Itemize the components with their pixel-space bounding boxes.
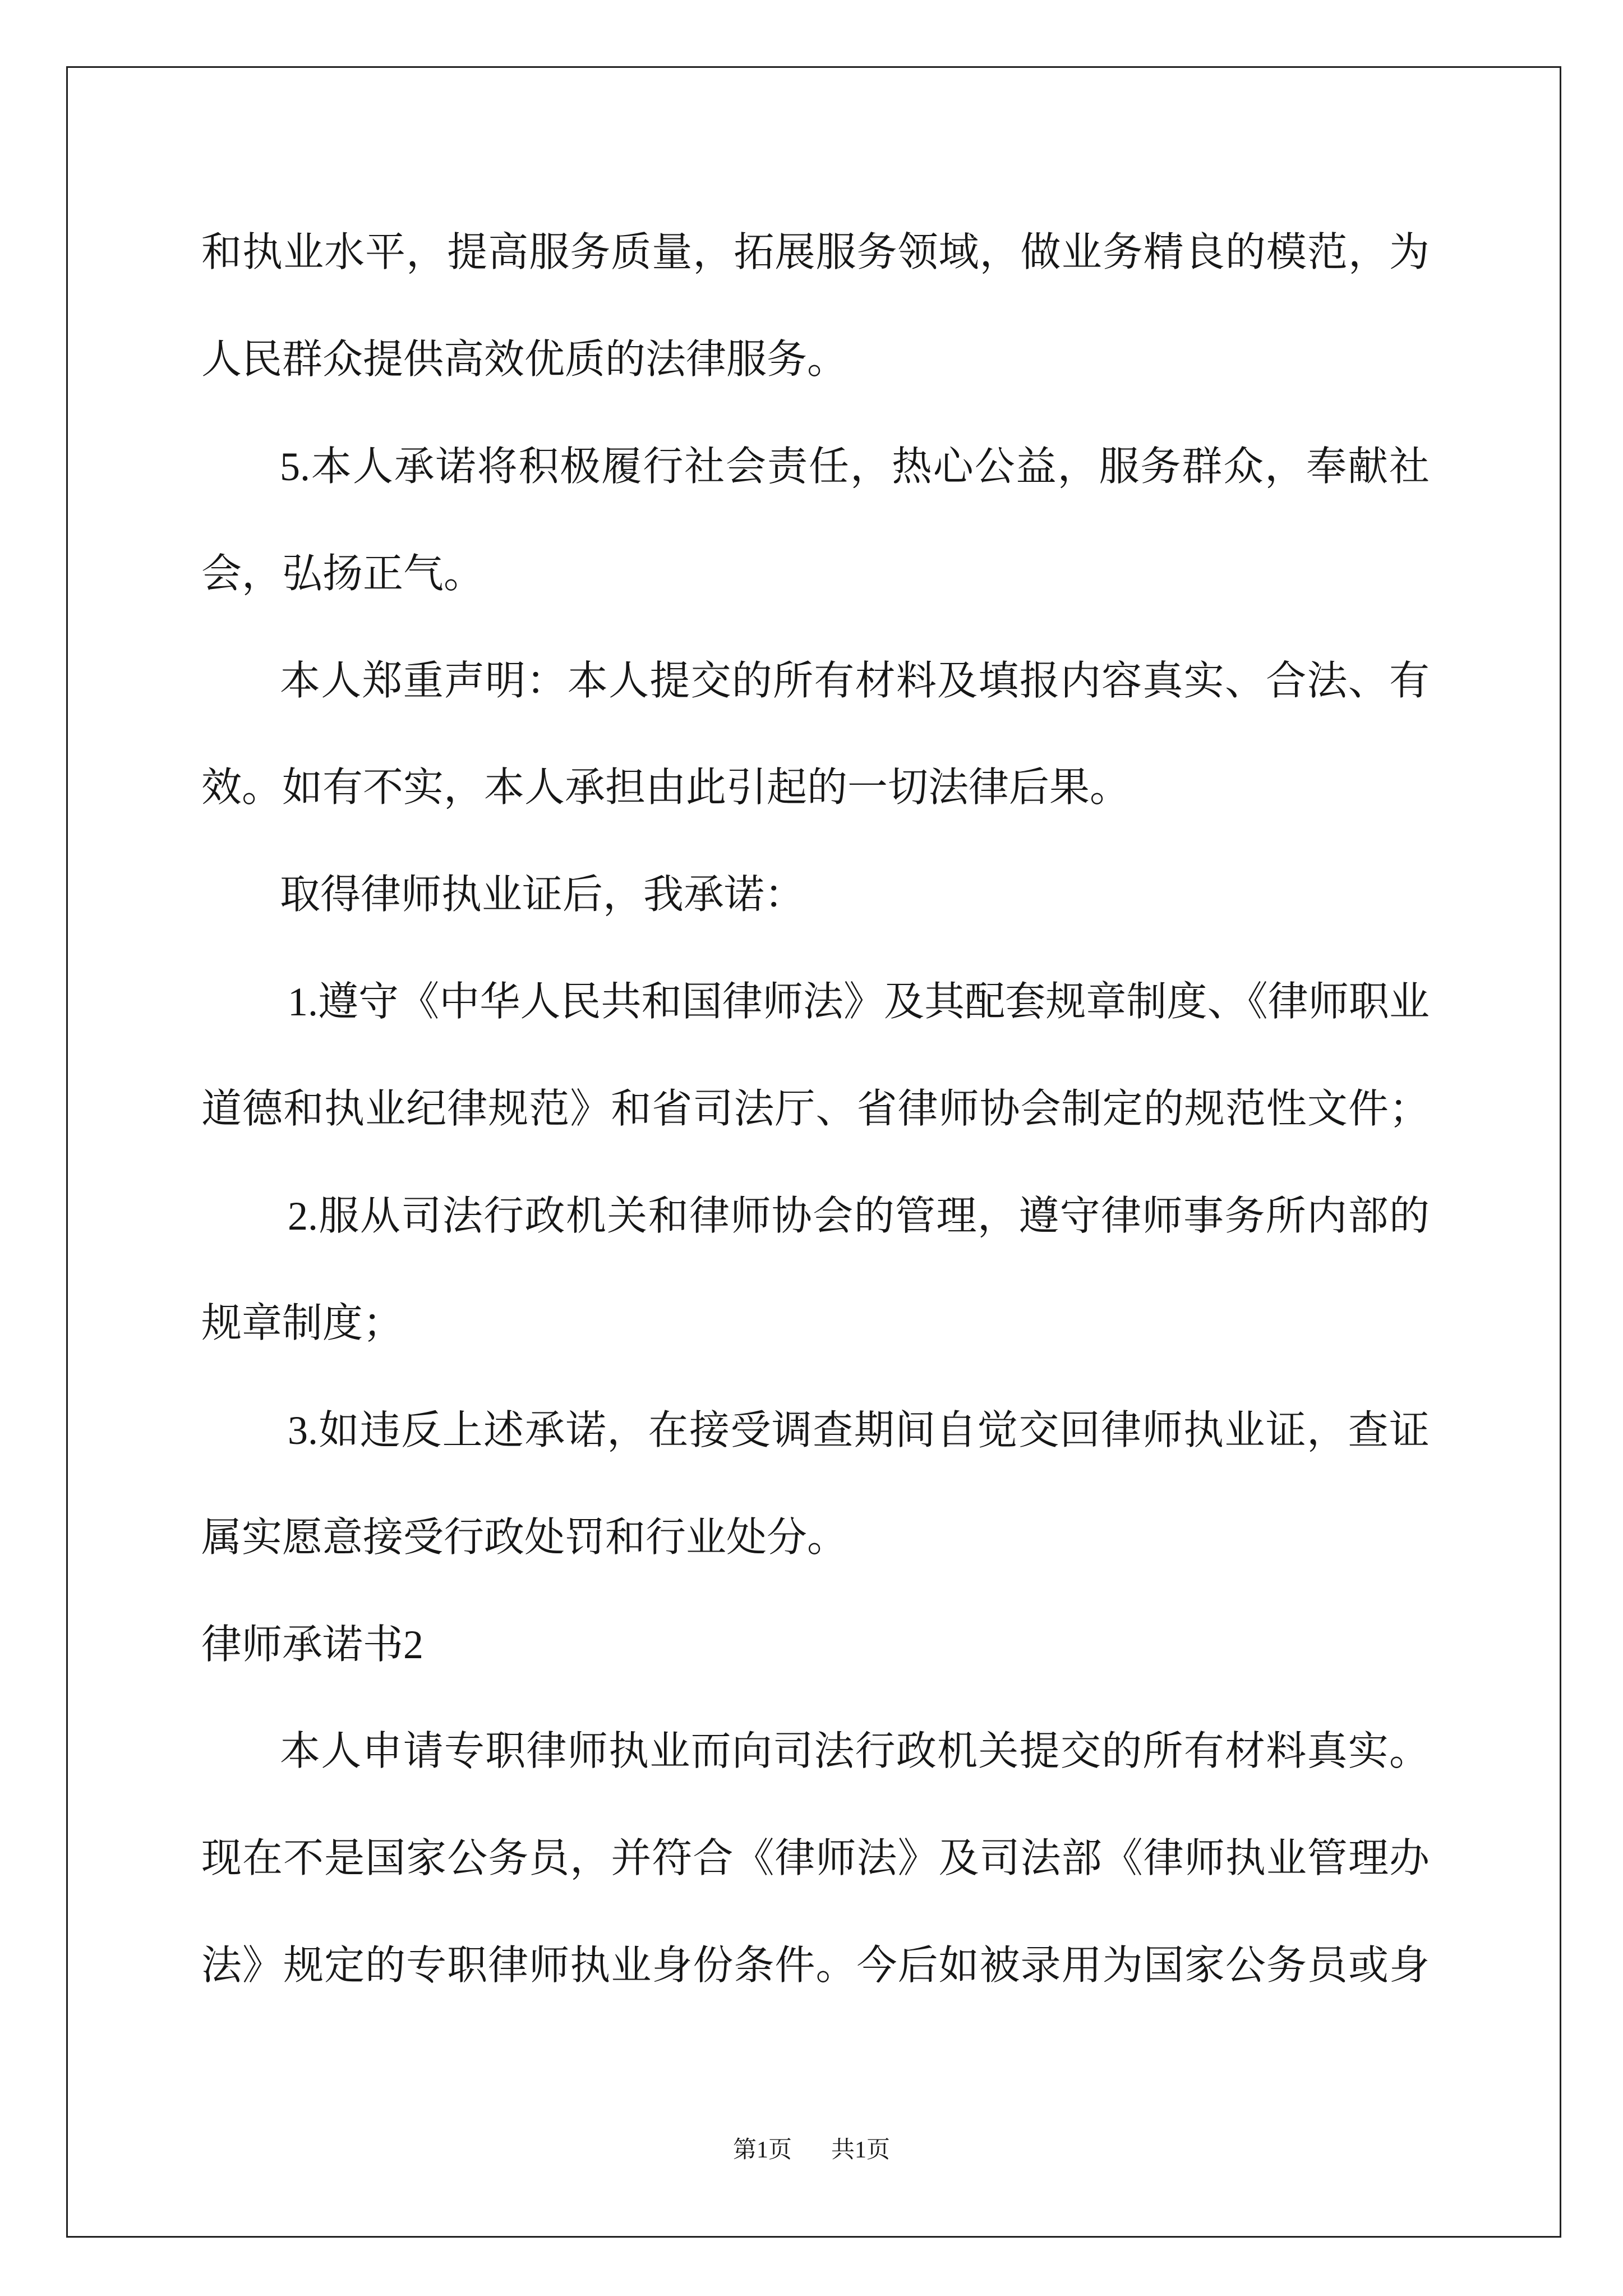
paragraph (201, 1163, 1430, 1377)
paragraph (201, 1377, 1430, 1591)
text-line: 规章制度； (201, 1300, 404, 1346)
text-line: 3.如违反上述承诺，在接受调查期间自觉交回律师执业证，查证 (288, 1407, 1430, 1453)
paragraph (201, 949, 1430, 1163)
text-line: 1.遵守《中华人民共和国律师法》及其配套规章制度、《律师职业 (288, 979, 1430, 1025)
paragraph (201, 1698, 1430, 2019)
text-line: 人民群众提供高效优质的法律服务。 (201, 337, 848, 382)
text-line: 法》规定的专职律师执业身份条件。今后如被录用为国家公务员或身 (201, 1943, 1430, 1989)
page-total: 共1页 (831, 2137, 891, 2163)
text-line: 和执业水平，提高服务质量，拓展服务领域，做业务精良的模范，为 (201, 230, 1430, 275)
text-line: 取得律师执业证后，我承诺： (280, 872, 805, 918)
page-number: 第1页 (732, 2137, 792, 2163)
text-line: 效。如有不实，本人承担由此引起的一切法律后果。 (201, 765, 1131, 811)
section-heading: 律师承诺书2 (201, 1622, 424, 1667)
text-line: 现在不是国家公务员，并符合《律师法》及司法部《律师执业管理办 (201, 1836, 1430, 1881)
document-body (201, 199, 1430, 2019)
paragraph (201, 199, 1430, 413)
page-footer (0, 2134, 1623, 2166)
text-line: 2.服从司法行政机关和律师协会的管理，遵守律师事务所内部的 (288, 1194, 1430, 1239)
paragraph (201, 841, 1430, 949)
text-line: 属实愿意接受行政处罚和行业处分。 (201, 1515, 848, 1560)
text-line: 本人申请专职律师执业而向司法行政机关提交的所有材料真实。 (280, 1729, 1430, 1774)
text-line: 会，弘扬正气。 (201, 551, 485, 596)
text-line: 5.本人承诺将积极履行社会责任，热心公益，服务群众，奉献社 (280, 444, 1430, 489)
paragraph (201, 628, 1430, 842)
text-line: 本人郑重声明：本人提交的所有材料及填报内容真实、合法、有 (280, 658, 1430, 703)
text-line: 道德和执业纪律规范》和省司法厅、省律师协会制定的规范性文件； (201, 1087, 1430, 1132)
paragraph (201, 413, 1430, 628)
